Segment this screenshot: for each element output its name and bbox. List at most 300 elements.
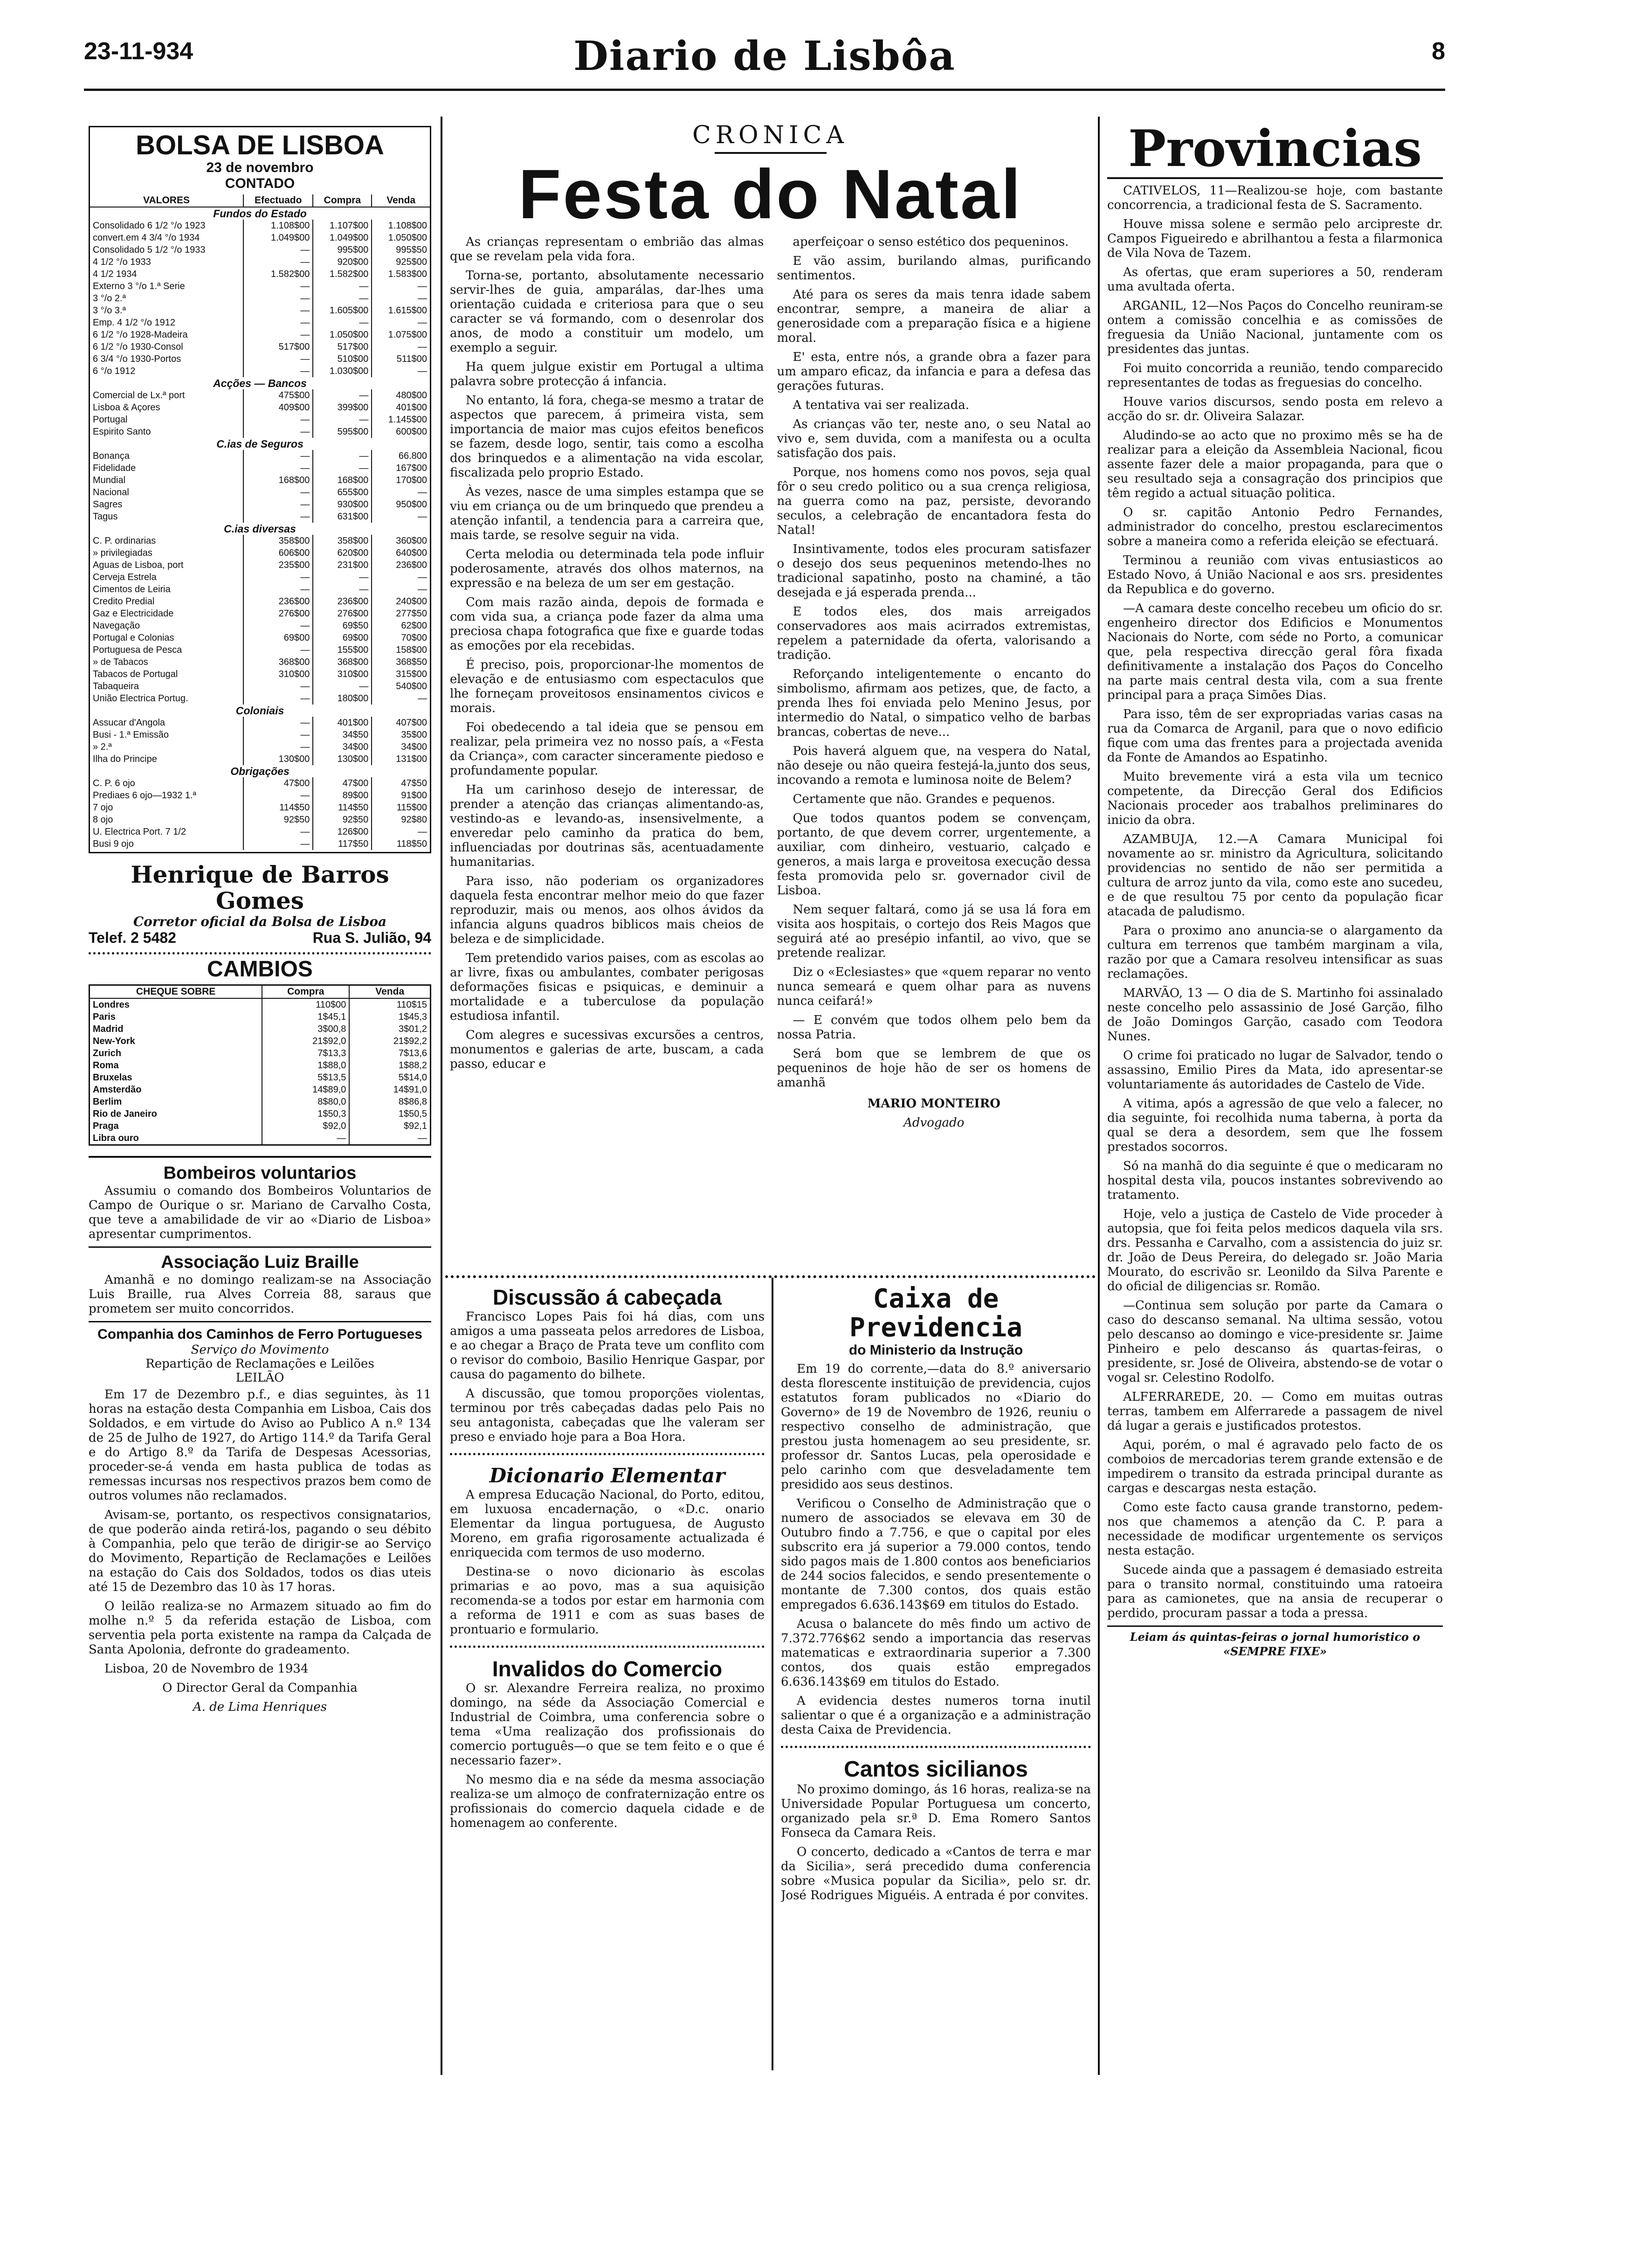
price-cell: — [243, 498, 313, 511]
cronica-col-1 [450, 235, 764, 1135]
page-header [84, 33, 1445, 84]
security-name: » privilegiadas [93, 548, 152, 558]
price-cell: — [243, 789, 313, 802]
bolsa-box [89, 126, 431, 853]
security-name: Consolidado 6 1/2 °/o 1923 [93, 221, 206, 231]
dicionario-para: Destina-se o novo dicionario às escolas primarias e ao povo, mas a sua aquisição recomenda-se a todos por estar em harmonia com a reforma de 1911 e com as suas bases de prontuario e formulario. [450, 1565, 765, 1637]
price-cell: 34$50 [313, 729, 372, 741]
security-name: » de Tabacos [93, 657, 148, 667]
caminhos-para: Avisam-se, portanto, os respectivos consignatarios, de que poderão ainda retirá-los, pagando o seu débito à Companhia, pelo que terão de dirigir-se ao Serviço do Movimento, Repartição de Reclamações e Leilões na estação do Cais dos Soldados, todos os dias uteis até 15 de Dezembro das 10 às 17 horas. [89, 1508, 431, 1594]
price-cell: — [313, 680, 372, 692]
price-cell: 620$00 [313, 547, 372, 559]
price-cell: — [243, 365, 313, 377]
price-cell: — [372, 341, 430, 353]
paragraph: Foi muito concorrida a reunião, tendo comparecido representantes de todas as freguesias do concelho. [1107, 361, 1443, 390]
price-cell: — [313, 583, 372, 595]
rate-cell: 14$91,0 [349, 1084, 430, 1096]
security-name: Tabacos de Portugal [93, 669, 178, 679]
currency-name: Libra ouro [93, 1133, 139, 1143]
issue-date: 23-11-934 [84, 38, 193, 65]
price-cell: 1.030$00 [313, 365, 372, 377]
rate-cell: 1$50,5 [349, 1108, 430, 1120]
price-cell: 69$00 [313, 632, 372, 644]
paragraph: Para isso, têm de ser expropriadas varias casas na rua da Comarca de Arganil, para que o novo edificio fique com uma das frentes para a projectada avenida da Fonte de Amandos ao Espatinho. [1107, 707, 1443, 765]
price-cell: 368$00 [243, 656, 313, 668]
price-cell: 158$00 [372, 644, 430, 656]
price-cell: 168$00 [313, 474, 372, 486]
corretor-address: Rua S. Julião, 94 [312, 929, 431, 946]
paragraph: ARGANIL, 12—Nos Paços do Concelho reuniram-se ontem a comissão concelhia e as comissões de freguesia da União Nacional, juntamente com os presidentes das juntas. [1107, 299, 1443, 356]
rate-cell: $92,0 [262, 1120, 349, 1132]
security-name: Portuguesa de Pesca [93, 645, 182, 655]
price-cell: — [372, 826, 430, 838]
cambios-row [90, 1023, 431, 1035]
price-cell: — [243, 317, 313, 329]
price-cell: 1.049$00 [313, 232, 372, 244]
rate-cell: 1$50,3 [262, 1108, 349, 1120]
security-name: Tagus [93, 512, 118, 522]
bolsa-section-row [90, 438, 430, 450]
paragraph: As crianças representam o embrião das almas que se revelam pela vida fora. [450, 235, 764, 263]
bolsa-body [90, 207, 430, 850]
price-cell: 930$00 [313, 498, 372, 511]
price-cell: 995$50 [372, 244, 430, 256]
bolsa-row [90, 268, 430, 280]
price-cell: 360$00 [372, 535, 430, 547]
left-column [89, 126, 431, 2075]
bolsa-row [90, 341, 430, 353]
security-name: » 2.ª [93, 742, 112, 752]
bolsa-row [90, 535, 430, 547]
security-name: Mundial [93, 475, 126, 485]
paragraph: Só na manhã do dia seguinte é que o medicaram no hospital desta vila, poucos instantes sobrevivendo ao tratamento. [1107, 1159, 1443, 1202]
price-cell: — [372, 511, 430, 523]
bolsa-row [90, 595, 430, 608]
bolsa-date: 23 de novembro [206, 160, 314, 175]
security-name: Portugal e Colonias [93, 633, 174, 643]
price-cell: 66.800 [372, 450, 430, 462]
price-cell: 277$50 [372, 608, 430, 620]
bolsa-col-header: Compra [313, 194, 372, 207]
bolsa-section-name: Fundos do Estado [213, 207, 307, 220]
price-cell: 1.582$00 [243, 268, 313, 280]
rate-cell: 21$92,2 [349, 1035, 430, 1047]
corretor-phone: Telef. 2 5482 [89, 929, 176, 946]
paragraph: ALFERRAREDE, 20. — Como em muitas outras terras, tambem em Alferrarede a passagem de nivel dá lugar a gerais e justificados protestos. [1107, 1390, 1443, 1433]
bolsa-section-name: Obrigações [230, 765, 290, 777]
paragraph: No entanto, lá fora, chega-se mesmo a tratar de aspectos que parecem, á primeira vista, sem importancia de maior mas cujos efeitos beneficos se fazem, desde logo, sentir, tais como a escolha dos brinquedos e a alimentação na vida escolar, fiscalizada pelo proprio Estado. [450, 394, 764, 480]
security-name: 4 1/2 °/o 1933 [93, 257, 151, 267]
price-cell: 358$00 [313, 535, 372, 547]
rate-cell: 1$45,3 [349, 1011, 430, 1023]
bolsa-row [90, 292, 430, 304]
paragraph: Como este facto causa grande transtorno, pedem-nos que chamemos a atenção da C. P. para a necessidade de modificar urgentemente os serviços nesta estação. [1107, 1500, 1443, 1558]
caminhos-sub2: Repartição de Reclamações e Leilões [145, 1357, 374, 1371]
bolsa-row [90, 571, 430, 583]
price-cell: — [243, 486, 313, 498]
rate-cell: 110$00 [262, 998, 349, 1011]
price-cell: 180$00 [313, 692, 372, 705]
price-cell: 114$50 [313, 802, 372, 814]
paragraph: Tem pretendido varios paises, com as escolas ao ar livre, fixas ou ambulantes, combater perigosas deformações fisicas e psiquicas, e deminuir a mortalidade e a tuberculose da população estudiosa infantil. [450, 951, 764, 1023]
security-name: Tabaqueira [93, 681, 139, 691]
corretor-ad [89, 862, 431, 947]
paragraph: AZAMBUJA, 12.—A Camara Municipal foi novamente ao sr. ministro da Agricultura, solicitando providencias no sentido de não ser permitida a cultura de arroz junto da vila, como este ano sucedeu, e de que resultou 75 por cento da população ficar atacada de paludismo. [1107, 832, 1443, 919]
paragraph: Aludindo-se ao acto que no proximo mês se ha de realizar para a eleição da Assembleia Nacional, ficou assente fazer dele a maior propaganda, para que o seu resultado seja a consagração dos principios que têm regido a actual situação politica. [1107, 429, 1443, 500]
price-cell: 34$00 [372, 741, 430, 753]
bolsa-row [90, 632, 430, 644]
bolsa-row [90, 717, 430, 729]
price-cell: — [313, 280, 372, 292]
bolsa-row [90, 729, 430, 741]
cambios-col-header: Compra [262, 985, 349, 999]
price-cell: 115$00 [372, 802, 430, 814]
discussao-para: Francisco Lopes Pais foi há dias, com uns amigos a uma passeata pelos arredores de Lisboa, e ao chegar a Braço de Prata teve um conflito com o revisor do comboio, Basilio Henrique Gaspar, por causa do pagamento do bilhete. [450, 1310, 765, 1382]
dicionario-para: A empresa Educação Nacional, do Porto, editou, em luxuosa encadernação, o «D.c. onario Elementar da lingua portuguesa, de Augusto Moreno, em grafia rigorosamente actualizada é enriquecida com termos de uso moderno. [450, 1488, 765, 1560]
kicker-rule [715, 152, 827, 154]
paragraph: Torna-se, portanto, absolutamente necessario servir-lhes de guia, amparálas, dar-lhes uma orientação cuidada e criteriosa para que o seu caracter se vá formando, com o desenrolar dos anos, de modo a constituir um modelo, um exemplo a seguir. [450, 269, 764, 355]
paragraph: E vão assim, burilando almas, purificando sentimentos. [777, 254, 1091, 283]
cronica-col-2-text [777, 235, 1091, 1090]
price-cell: — [243, 462, 313, 474]
price-cell: — [243, 644, 313, 656]
cambios-row [90, 998, 431, 1011]
bolsa-row [90, 353, 430, 365]
bolsa-col-header: Efectuado [243, 194, 313, 207]
caminhos-signer-role: O Director Geral da Companhia [162, 1681, 358, 1695]
caminhos-sub1: Serviço do Movimento [191, 1343, 329, 1357]
security-name: Lisboa & Açores [93, 402, 160, 413]
security-name: convert.em 4 3/4 °/o 1934 [93, 233, 200, 243]
paragraph: Muito brevemente virá a esta vila um tecnico competente, da Direcção Geral dos Edificios Nacionais proceder aos trabalhos preliminares do inicio da obra. [1107, 770, 1443, 827]
bolsa-row [90, 777, 430, 789]
security-name: Comercial de Lx.ª port [93, 390, 185, 401]
price-cell: 995$00 [313, 244, 372, 256]
paragraph: Diz o «Eclesiastes» que «quem reparar no vento nunca semeará e quem olhar para as nuvens nunca ceifará!» [777, 965, 1091, 1008]
price-cell: — [243, 826, 313, 838]
currency-name: Rio de Janeiro [93, 1109, 157, 1119]
bolsa-title: BOLSA DE LISBOA [136, 130, 384, 160]
paragraph: As crianças vão ter, neste ano, o seu Natal ao vivo e, sem duvida, com a manifesta ou a oculta satisfação dos pais. [777, 417, 1091, 460]
center-right-lower [781, 1285, 1091, 2077]
price-cell: 92$50 [243, 814, 313, 826]
rate-cell: 5$13,5 [262, 1072, 349, 1084]
paragraph: A tentativa vai ser realizada. [793, 398, 970, 412]
caixa-para: Em 19 do corrente,—data do 8.º aniversario desta florescente instituição de previdencia, cujos estatutos foram publicados no «Diario do Governo» de 19 de Novembro de 1926, reuniu o respectivo conselho de administração, que prestou justa homenagem ao seu presidente, sr. professor dr. Santos Lucas, pela operosidade e pelo carinho com que desveladamente tem presidido aos seus destinos. [781, 1362, 1091, 1492]
paragraph: Que todos quantos podem se convençam, portanto, de que devem correr, urgentemente, a auxiliar, com dinheiro, vestuario, calçado e generos, a mais larga e proveitosa execução dessa festa promovida pelo sr. governador civil de Lisboa. [777, 811, 1091, 898]
price-cell: 595$00 [313, 426, 372, 438]
bolsa-row [90, 244, 430, 256]
cambios-row [90, 1096, 431, 1108]
price-cell: 475$00 [243, 389, 313, 401]
bolsa-row [90, 450, 430, 462]
notice-braille [89, 1252, 431, 1316]
security-name: 4 1/2 1934 [93, 269, 137, 279]
security-name: 8 ojo [93, 815, 113, 825]
cambios-body [90, 998, 431, 1145]
paragraph: Porque, nos homens como nos povos, seja qual fôr o seu credo politico ou a sua crença religiosa, na guerra como na paz, persiste, devorando seculos, a celebração de encantadora festa do Natal! [777, 465, 1091, 537]
price-cell: 310$00 [313, 668, 372, 680]
price-cell: — [313, 414, 372, 426]
masthead: Diario de Lisbôa [573, 33, 956, 80]
rate-cell: 1$88,2 [349, 1059, 430, 1072]
price-cell: 517$00 [313, 341, 372, 353]
cambios-title: CAMBIOS [207, 957, 313, 982]
rate-cell: 1$88,0 [262, 1059, 349, 1072]
price-cell: 130$00 [243, 753, 313, 765]
currency-name: Roma [93, 1060, 119, 1071]
paragraph: Nem sequer faltará, como já se usa lá fora em visita aos hospitais, o cortejo dos Reis Magos que seguirá até ao presépio infantil, ao vivo, que se pretende realizar. [777, 903, 1091, 960]
divider [89, 1156, 431, 1158]
divider [89, 1321, 431, 1322]
price-cell: — [243, 692, 313, 705]
bolsa-section-row [90, 377, 430, 389]
price-cell: — [243, 414, 313, 426]
price-cell: 1.049$00 [243, 232, 313, 244]
price-cell: 1.050$00 [313, 329, 372, 341]
cantos-para: O concerto, dedicado a «Cantos de terra e mar da Sicilia», será precedido duma conferencia sobre «Musica popular da Sicilia», pelo sr. dr. José Rodrigues Miguéis. A entrada é por convites. [781, 1845, 1091, 1902]
bolsa-row [90, 317, 430, 329]
price-cell: — [243, 426, 313, 438]
column-rule [772, 1278, 773, 2070]
column-rule [1098, 117, 1100, 2075]
price-cell: 62$00 [372, 620, 430, 632]
security-name: Consolidado 5 1/2 °/o 1933 [93, 245, 206, 255]
security-name: Credito Predial [93, 596, 155, 607]
rate-cell: 3$00,8 [262, 1023, 349, 1035]
caminhos-para: O leilão realiza-se no Armazem situado ao fim do molhe n.º 5 da referida estação de Lisboa, com serventia pela porta existente na rampa da Calçada de Santa Apolonia, defronte do gradeamento. [89, 1599, 431, 1657]
price-cell: 640$00 [372, 547, 430, 559]
bolsa-row [90, 559, 430, 571]
currency-name: Zurich [93, 1048, 122, 1058]
rate-cell: 21$92,0 [262, 1035, 349, 1047]
bolsa-row [90, 365, 430, 377]
price-cell: 310$00 [243, 668, 313, 680]
discussao-para: A discussão, que tomou proporções violentas, terminou por três cabeçadas dadas pelo Pais no seu antagonista, cabeçadas que lhe valeram ser preso e enviado hoje para a Boa Hora. [450, 1387, 765, 1444]
security-name: Busi - 1.ª Emissão [93, 730, 169, 740]
price-cell: 47$00 [243, 777, 313, 789]
paragraph: Terminou a reunião com vivas entusiasticos ao Estado Novo, á União Nacional e aos srs. presidentes da Republica e do governo. [1107, 553, 1443, 596]
cambios-col-header: CHEQUE SOBRE [90, 985, 262, 999]
bolsa-row [90, 741, 430, 753]
cronica-title: Festa do Natal [518, 155, 1023, 233]
rate-cell: — [349, 1132, 430, 1145]
price-cell: 131$00 [372, 753, 430, 765]
paragraph: aperfeiçoar o senso estético dos pequeninos. [793, 235, 1069, 249]
security-name: Espirito Santo [93, 427, 151, 437]
price-cell: 631$00 [313, 511, 372, 523]
security-name: C. P. 6 ojo [93, 778, 135, 788]
paragraph: Até para os seres da mais tenra idade sabem encontrar, sempre, a maneira de aliar a generosidade com a preparação física e a higiene moral. [777, 288, 1091, 345]
price-cell: — [243, 450, 313, 462]
notice-title: Bombeiros voluntarios [163, 1163, 357, 1183]
price-cell: — [243, 244, 313, 256]
paragraph: Hoje, velo a justiça de Castelo de Vide proceder à autopsia, que foi feita pelos medicos daquela vila srs. drs. Pessanha e Carvalho, com a assistencia do juiz sr. dr. João de Deus Pereira, do delegado sr. João Maria Mourato, do escrivão sr. Leonildo da Silva Parente e do oficial de diligencias sr. Romão. [1107, 1207, 1443, 1293]
invalidos-para: No mesmo dia e na séde da mesma associação realiza-se um almoço de confraternização entre os profissionais do comercio daquela cidade e de homenagem ao conferente. [450, 1773, 765, 1830]
bolsa-row [90, 826, 430, 838]
bolsa-section-row [90, 207, 430, 220]
caixa-para: Acusa o balancete do mês findo um activo de 7.372.776$62 sendo a importancia das reservas matematicas e extraordinaria superior a 7.300 contos, dos quais estão empregados 6.636.143$69 em titulos do Estado. [781, 1617, 1091, 1689]
security-name: Ilha do Principe [93, 754, 157, 764]
bolsa-row [90, 511, 430, 523]
security-name: Portugal [93, 415, 128, 425]
bolsa-row [90, 680, 430, 692]
bolsa-section-name: Acções — Bancos [213, 377, 307, 389]
price-cell: 126$00 [313, 826, 372, 838]
security-name: Cerveja Estrela [93, 572, 157, 582]
section-divider [445, 1275, 1096, 1278]
rate-cell: 7$13,6 [349, 1047, 430, 1059]
cronica-article [450, 121, 1091, 1278]
bolsa-section-name: Coloniais [235, 705, 284, 717]
bolsa-col-header: VALORES [90, 194, 243, 207]
caixa-title: Caixa de Previdencia [849, 1285, 1022, 1343]
price-cell: 240$00 [372, 595, 430, 608]
bolsa-section-row [90, 705, 430, 717]
caminhos-sub3: LEILÃO [235, 1371, 284, 1385]
caminhos-notice [89, 1326, 431, 1715]
security-name: 6 °/o 1912 [93, 366, 136, 376]
currency-name: Berlim [93, 1097, 122, 1107]
bolsa-row [90, 401, 430, 414]
notice-text: Amanhã e no domingo realizam-se na Associação Luis Braille, rua Alves Correia 88, saraus que prometem ser muito concorridos. [89, 1273, 431, 1316]
paragraph: O crime foi praticado no lugar de Salvador, tendo o assassino, Emilio Pires da Mata, ido apresentar-se voluntariamente ás autoridades de Castelo de Vide. [1107, 1049, 1443, 1092]
security-name: Bonança [93, 451, 130, 461]
price-cell: 925$00 [372, 256, 430, 268]
price-cell: 1.582$00 [313, 268, 372, 280]
currency-name: Madrid [93, 1024, 124, 1034]
paragraph: Será bom que se lembrem de que os pequeninos de hoje hão de ser os homens de amanhã [777, 1047, 1091, 1090]
price-cell: — [372, 571, 430, 583]
paragraph: Aqui, porém, o mal é agravado pelo facto de os comboios de mercadorias terem grande extensão e de impedirem o transito da estrada principal durante as cargas e descargas nesta estação. [1107, 1438, 1443, 1495]
security-name: Cimentos de Leiria [93, 584, 171, 595]
divider [89, 1246, 431, 1248]
paragraph: As ofertas, que eram superiores a 50, renderam uma avultada oferta. [1107, 265, 1443, 294]
price-cell: — [243, 353, 313, 365]
price-cell: 114$50 [243, 802, 313, 814]
paragraph: E todos eles, dos mais arreigados conservadores aos mais acirrados extremistas, repelem a paternidade da oferta, valorisando a tradição. [777, 605, 1091, 662]
rate-cell: 14$89,0 [262, 1084, 349, 1096]
paragraph: O sr. capitão Antonio Pedro Fernandes, administrador do concelho, prestou esclarecimentos sobre a maneira como a referida eleição se efectuará. [1107, 505, 1443, 548]
paragraph: Insintivamente, todos eles procuram satisfazer o desejo dos seus pequeninos metendo-lhes no tradicional sapatinho, posto na chaminé, a tão desejada e já esperada prenda... [777, 542, 1091, 600]
bolsa-row [90, 329, 430, 341]
bolsa-row [90, 389, 430, 401]
security-name: Busi 9 ojo [93, 839, 134, 849]
bolsa-section-row [90, 523, 430, 535]
notice-bombeiros [89, 1162, 431, 1242]
bolsa-row [90, 256, 430, 268]
cambios-row [90, 1108, 431, 1120]
bolsa-row [90, 753, 430, 765]
paragraph: E' esta, entre nós, a grande obra a fazer para um amparo eficaz, da infancia e para a defesa das gerações futuras. [777, 350, 1091, 393]
notice-text: Assumiu o comando dos Bombeiros Voluntarios de Campo de Ourique o sr. Mariano de Carvalho Costa, que teve a amabilidade de vir ao «Diario de Lisboa» apresentar cumprimentos. [89, 1184, 431, 1241]
caixa-para: A evidencia destes numeros torna inutil salientar o que é a organização e a administração desta Caixa de Previdencia. [781, 1694, 1091, 1737]
rate-cell: 7$13,3 [262, 1047, 349, 1059]
price-cell: — [313, 317, 372, 329]
bolsa-row [90, 583, 430, 595]
security-name: U. Electrica Port. 7 1/2 [93, 827, 186, 837]
security-name: 6 3/4 °/o 1930-Portos [93, 354, 181, 364]
paragraph: Com mais razão ainda, depois de formada e com vida sua, a criança pode fazer da alma uma preciosa chapa fotografica que fixe e guarde todas as emoções por ela recebidas. [450, 595, 764, 653]
price-cell: — [313, 450, 372, 462]
cantos-para: No proximo domingo, ás 16 horas, realiza-se na Universidade Popular Portuguesa um concerto, organizado pela sr.ª D. Ema Romero Santos Fonseca da Camara Reis. [781, 1783, 1091, 1840]
rate-cell: 3$01,2 [349, 1023, 430, 1035]
price-cell: 47$00 [313, 777, 372, 789]
price-cell: 315$00 [372, 668, 430, 680]
invalidos-title: Invalidos do Comercio [492, 1657, 723, 1681]
cambios-row [90, 1047, 431, 1059]
price-cell: 167$00 [372, 462, 430, 474]
caminhos-para: Em 17 de Dezembro p.f., e dias seguintes, às 11 horas na estação desta Companhia em Lisboa, Cais dos Soldados, e em virtude do Aviso ao Publico A n.º 134 de 25 de Julho de 1927, do Artigo 114.º da Tarifa Geral e do Artigo 8.º da Tarifa de Despesas Acessorias, proceder-se-á venda em hasta publica de todas as remessas incursas nos respectivos prazos bem como de outros volumes não reclamados. [89, 1388, 431, 1503]
bolsa-row [90, 414, 430, 426]
currency-name: Paris [93, 1012, 116, 1022]
cambios-row [90, 1035, 431, 1047]
price-cell: 480$00 [372, 389, 430, 401]
paragraph: Pois haverá alguem que, na vespera do Natal, não deseje ou não queira festejá-la,junto dos seus, incovando a remota e luminosa noite de Belem? [777, 744, 1091, 787]
price-cell: 236$00 [243, 595, 313, 608]
price-cell: — [313, 571, 372, 583]
price-cell: — [243, 838, 313, 850]
bolsa-row [90, 692, 430, 705]
security-name: Prediaes 6 ojo—1932 1.ª [93, 790, 196, 801]
price-cell: 511$00 [372, 353, 430, 365]
price-cell: — [243, 280, 313, 292]
price-cell: 35$00 [372, 729, 430, 741]
price-cell: 401$00 [313, 717, 372, 729]
caixa-sub: do Ministerio da Instrução [848, 1342, 1023, 1358]
bolsa-section-name: C.ias diversas [224, 523, 296, 535]
price-cell: 600$00 [372, 426, 430, 438]
bolsa-row [90, 220, 430, 232]
bolsa-row [90, 608, 430, 620]
security-name: Assucar d'Angola [93, 718, 165, 728]
price-cell: 1.583$00 [372, 268, 430, 280]
header-rule [84, 89, 1445, 91]
cambios-row [90, 1072, 431, 1084]
price-cell: — [243, 329, 313, 341]
divider [1107, 1625, 1443, 1627]
security-name: Sagres [93, 499, 123, 510]
author-name: MARIO MONTEIRO [867, 1097, 1000, 1111]
center-left-lower [450, 1285, 765, 2077]
caixa-para: Verificou o Conselho de Administração que o numero de associados se elevava em 30 de Outubro findo a 7.756, e que o capital por eles subscrito era já superior a 79.000 contos, tendo sido pagos mais de 1.800 contos aos beneficiarios de 244 socios falecidos, e sendo presentemente o montante de 7.300 contos, dos quais estão empregados 6.636.143$69 em titulos do Estado. [781, 1497, 1091, 1612]
bolsa-row [90, 486, 430, 498]
security-name: Externo 3 °/o 1.ª Serie [93, 281, 185, 291]
price-cell: — [243, 304, 313, 317]
price-cell: — [243, 256, 313, 268]
bolsa-section-row [90, 765, 430, 777]
paragraph: Houve missa solene e sermão pelo arcipreste dr. Campos Figueiredo e abrilhantou a festa a filarmonica de Vila Nova de Tazem. [1107, 217, 1443, 260]
paragraph: —A camara deste concelho recebeu um oficio do sr. engenheiro director dos Edificios e Monumentos Nacionais do Norte, com séde no Porto, a comunicar que, pela respectiva direcção geral fôra fixada definitivamente a instalação dos Paços do Concelho na parte mais central desta vila, com a sua frente principal para a praça Simões Dias. [1107, 602, 1443, 702]
divider [89, 952, 431, 954]
bolsa-row [90, 814, 430, 826]
bolsa-row [90, 280, 430, 292]
corretor-contacts [89, 929, 431, 947]
notice-title: Associação Luiz Braille [161, 1252, 359, 1272]
security-name: 3 °/o 2.ª [93, 293, 126, 304]
bolsa-col-header: Venda [372, 194, 430, 207]
price-cell: 1.107$00 [313, 220, 372, 232]
security-name: Emp. 4 1/2 °/o 1912 [93, 318, 176, 328]
paragraph: Certa melodia ou determinada tela pode influir poderosamente, através dos olhos maternos, na expressão e na beleza de um ser em gestação. [450, 547, 764, 590]
rate-cell: 1$45,1 [262, 1011, 349, 1023]
bolsa-row [90, 462, 430, 474]
rate-cell: 8$86,8 [349, 1096, 430, 1108]
price-cell: 231$00 [313, 559, 372, 571]
caminhos-title: Companhia dos Caminhos de Ferro Portugueses [97, 1327, 422, 1342]
security-name: Nacional [93, 487, 129, 498]
price-cell: 1.108$00 [372, 220, 430, 232]
